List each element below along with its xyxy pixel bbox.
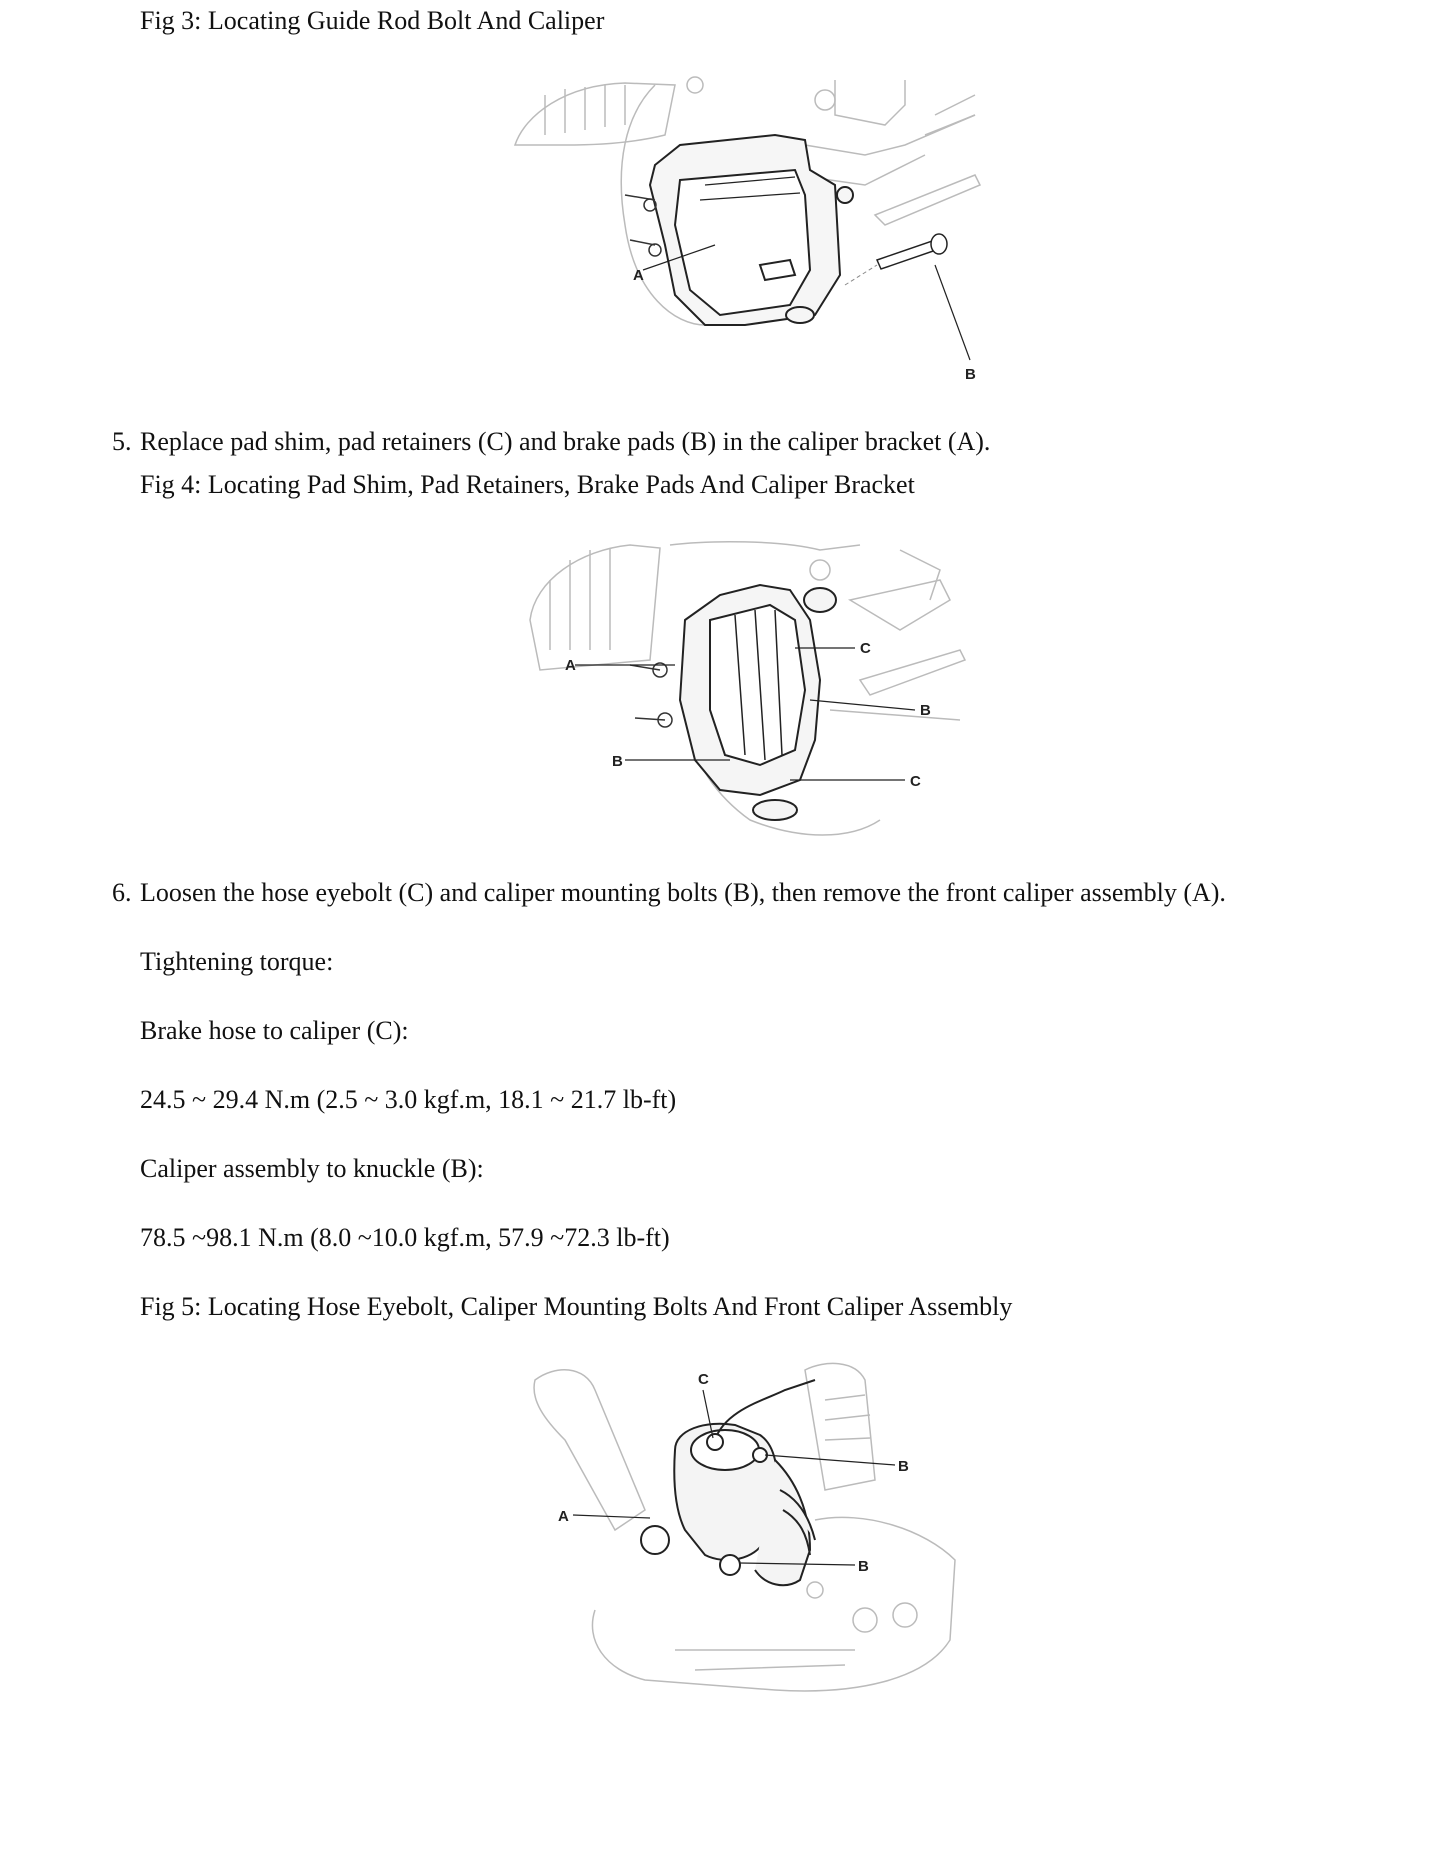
fig3-callout-a: A bbox=[633, 267, 644, 284]
fig5-caption: Fig 5: Locating Hose Eyebolt, Caliper Mounting Bolts And Front Caliper Assembly bbox=[140, 1292, 1013, 1321]
fig5-callout-a: A bbox=[558, 1508, 569, 1525]
step5-number: 5. bbox=[112, 427, 132, 456]
fig3-caption: Fig 3: Locating Guide Rod Bolt And Caliper bbox=[140, 6, 605, 35]
step5-text: Replace pad shim, pad retainers (C) and brake pads (B) in the caliper bracket (A). bbox=[140, 427, 991, 456]
fig5-callout-b-lower: B bbox=[858, 1558, 869, 1575]
fig5-illustration bbox=[525, 1360, 965, 1700]
step6-text: Loosen the hose eyebolt (C) and caliper mounting bolts (B), then remove the front caliper assembly (A). bbox=[140, 878, 1226, 907]
fig4-callout-a: A bbox=[565, 657, 576, 674]
fig4-illustration bbox=[520, 540, 970, 840]
step6-number: 6. bbox=[112, 878, 132, 907]
caliper-torque-label: Caliper assembly to knuckle (B): bbox=[140, 1154, 484, 1183]
hose-torque-value: 24.5 ~ 29.4 N.m (2.5 ~ 3.0 kgf.m, 18.1 ~ 21.7 lb-ft) bbox=[140, 1085, 677, 1114]
caliper-torque-value: 78.5 ~98.1 N.m (8.0 ~10.0 kgf.m, 57.9 ~72.3 lb-ft) bbox=[140, 1223, 670, 1252]
fig3-illustration bbox=[505, 75, 985, 395]
torque-heading: Tightening torque: bbox=[140, 947, 334, 976]
fig5-callout-b-upper: B bbox=[898, 1458, 909, 1475]
fig5-callout-c: C bbox=[698, 1371, 709, 1388]
fig3-callout-b: B bbox=[965, 366, 976, 383]
fig4-callout-c-top: C bbox=[860, 640, 871, 657]
fig4-callout-b-left: B bbox=[612, 753, 623, 770]
fig4-caption: Fig 4: Locating Pad Shim, Pad Retainers, Brake Pads And Caliper Bracket bbox=[140, 470, 915, 499]
fig4-callout-b-right: B bbox=[920, 702, 931, 719]
hose-torque-label: Brake hose to caliper (C): bbox=[140, 1016, 409, 1045]
fig4-callout-c-bottom: C bbox=[910, 773, 921, 790]
